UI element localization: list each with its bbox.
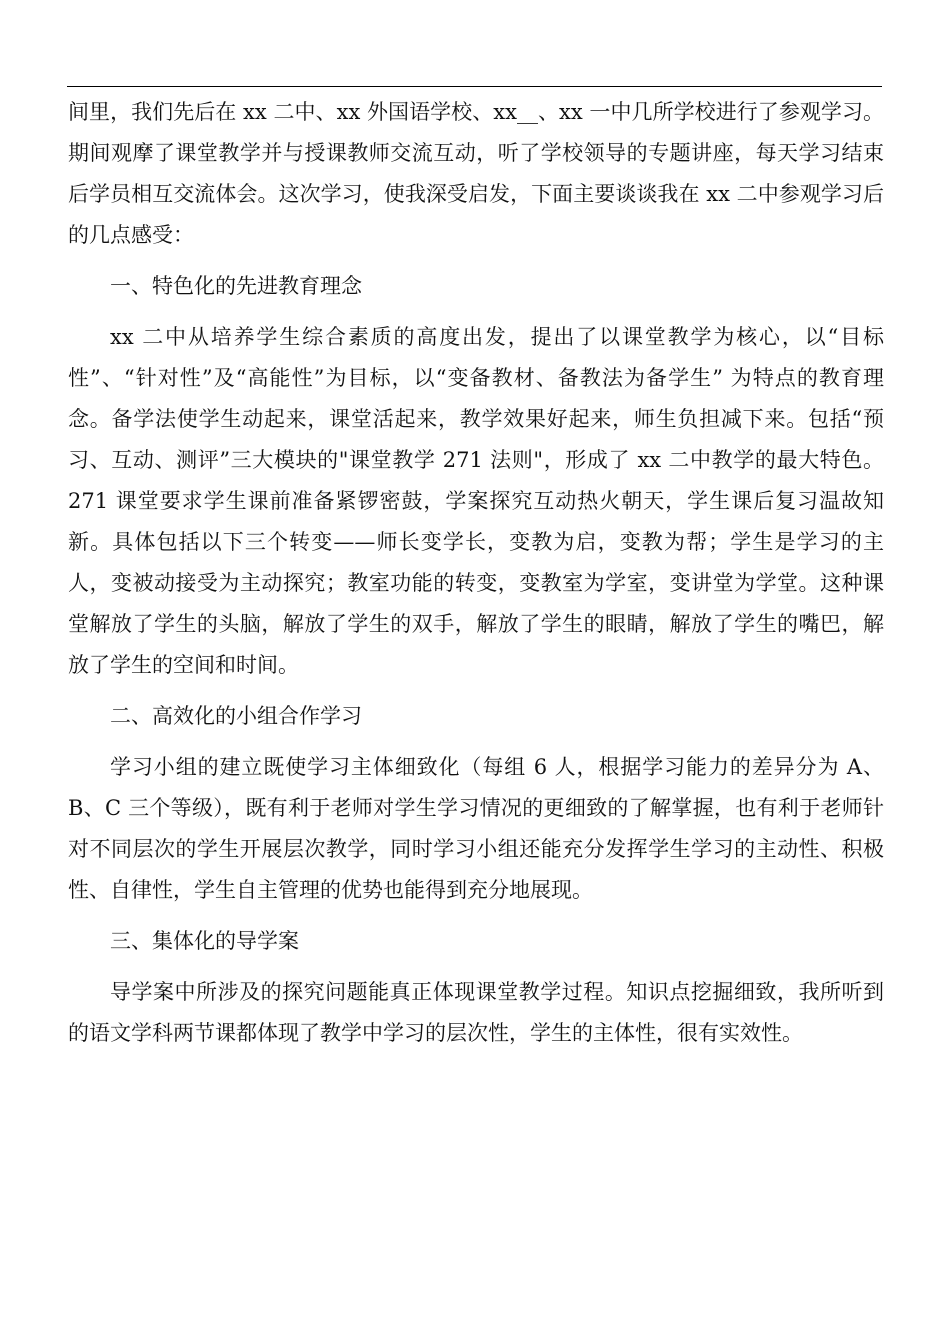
paragraph-section-2: 学习小组的建立既使学习主体细致化（每组 6 人，根据学习能力的差异分为 A、B、C 三个等级），既有利于老师对学生学习情况的更细致的了解掌握，也有利于老师针对不同层次的学生开展层次教学，同时学习小组还能充分发挥学生学习的主动性、积极性、自律性，学生自主管理的优势也能得到充分地展现。 bbox=[68, 755, 884, 902]
section-heading-2: 二、高效化的小组合作学习 bbox=[110, 704, 362, 728]
section-heading-1: 一、特色化的先进教育理念 bbox=[110, 274, 362, 298]
section-heading-3: 三、集体化的导学案 bbox=[110, 929, 299, 953]
header-rule bbox=[67, 86, 882, 87]
paragraph-section-1: xx 二中从培养学生综合素质的高度出发，提出了以课堂教学为核心，以“目标性”、“针对性”及“高能性”为目标，以“变备教材、备教法为备学生” 为特点的教育理念。备学法使学生动起来，课堂活起来，教学效果好起来，师生负担减下来。包括“预习、互动、测评”三大模块的"课堂教学 271 法则"，形成了 xx 二中教学的最大特色。 271 课堂要求学生课前准备紧锣密鼓，学案探究互动热火朝天，学生课后复习温故知新。具体包括以下三个转变——师长变学长，变教为启，变教为帮；学生是学习的主人，变被动接受为主动探究；教室功能的转变，变教室为学室，变讲堂为学堂。这种课堂解放了学生的头脑，解放了学生的双手，解放了学生的眼睛，解放了学生的嘴巴，解放了学生的空间和时间。 bbox=[68, 325, 884, 677]
paragraph-section-3: 导学案中所涉及的探究问题能真正体现课堂教学过程。知识点挖掘细致，我所听到的语文学科两节课都体现了教学中学习的层次性，学生的主体性，很有实效性。 bbox=[68, 980, 884, 1045]
document-body bbox=[68, 92, 884, 1064]
paragraph-intro-continued: 间里，我们先后在 xx 二中、xx 外国语学校、xx__、xx 一中几所学校进行了参观学习。期间观摩了课堂教学并与授课教师交流互动，听了学校领导的专题讲座，每天学习结束后学员相互交流体会。这次学习，使我深受启发，下面主要谈谈我在 xx 二中参观学习后的几点感受： bbox=[68, 100, 884, 247]
